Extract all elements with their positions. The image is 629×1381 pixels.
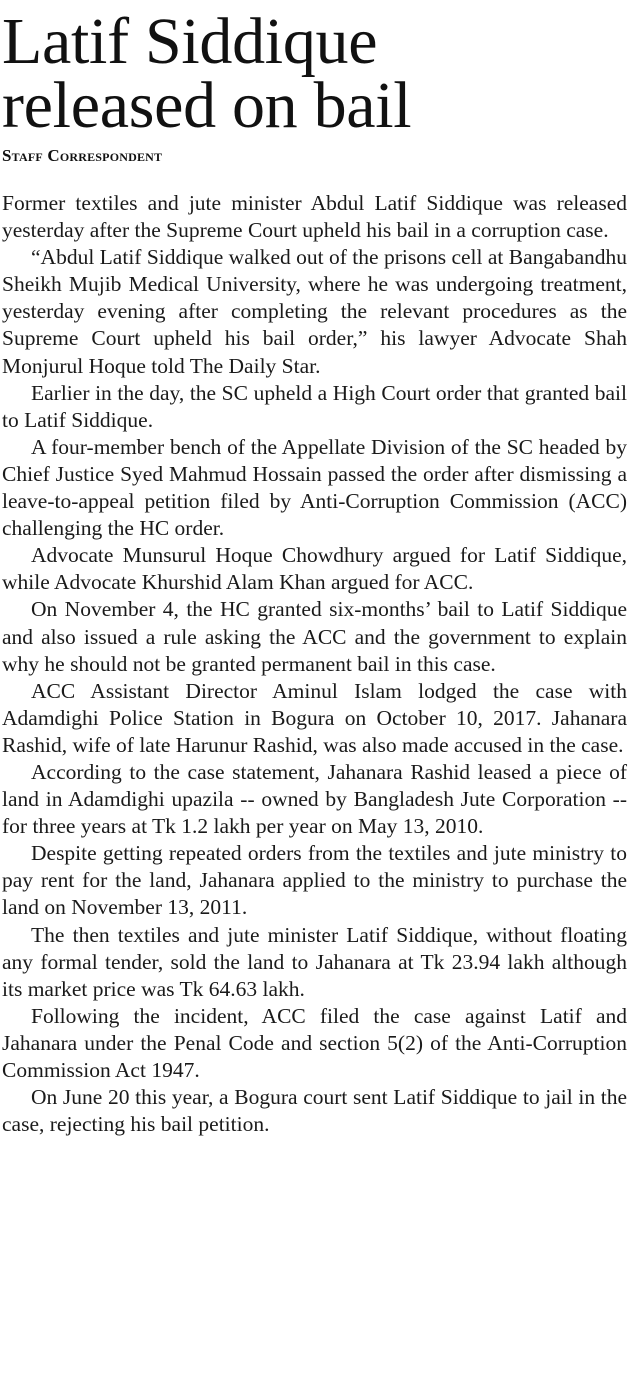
paragraph: According to the case statement, Jahanara Rashid leased a piece of land in Adamdighi upazila -- owned by Bangladesh Jute Corporation -- for three years at Tk 1.2 lakh per year on May 13, 2010. [2,759,627,839]
headline-line-2: released on bail [2,69,412,142]
paragraph: “Abdul Latif Siddique walked out of the prisons cell at Bangabandhu Sheikh Mujib Medical University, where he was undergoing treatment, yesterday evening after completing the relevant procedures as the Supreme Court upheld his bail order,” his lawyer Advocate Shah Monjurul Hoque told The Daily Star. [2,245,627,378]
paragraph: Former textiles and jute minister Abdul Latif Siddique was released yesterday after the Supreme Court upheld his bail in a corruption case. [2,191,627,243]
paragraph: The then textiles and jute minister Latif Siddique, without floating any formal tender, sold the land to Jahanara at Tk 23.94 lakh although its market price was Tk 64.63 lakh. [2,922,627,1001]
headline [2,0,627,142]
byline: Staff Correspondent [2,146,163,165]
article-body [2,190,627,1138]
paragraph: Despite getting repeated orders from the textiles and jute ministry to pay rent for the land, Jahanara applied to the ministry to purchase the land on November 13, 2011. [2,841,627,920]
paragraph: A four-member bench of the Appellate Division of the SC headed by Chief Justice Syed Mahmud Hossain passed the order after dismissing a leave-to-appeal petition filed by Anti-Corruption Commission (ACC) challenging the HC order. [2,434,627,541]
paragraph: ACC Assistant Director Aminul Islam lodged the case with Adamdighi Police Station in Bogura on October 10, 2017. Jahanara Rashid, wife of late Harunur Rashid, was also made accused in the case. [2,678,627,757]
paragraph: Earlier in the day, the SC upheld a High Court order that granted bail to Latif Siddique. [2,380,627,432]
news-article [2,0,627,1138]
paragraph: On June 20 this year, a Bogura court sent Latif Siddique to jail in the case, rejecting his bail petition. [2,1085,627,1137]
paragraph: Following the incident, ACC filed the case against Latif and Jahanara under the Penal Code and section 5(2) of the Anti-Corruption Commission Act 1947. [2,1003,627,1082]
headline-line-1: Latif Siddique [2,5,378,78]
paragraph: On November 4, the HC granted six-months’ bail to Latif Siddique and also issued a rule asking the ACC and the government to explain why he should not be granted permanent bail in this case. [2,597,627,676]
paragraph: Advocate Munsurul Hoque Chowdhury argued for Latif Siddique, while Advocate Khurshid Alam Khan argued for ACC. [2,543,627,595]
